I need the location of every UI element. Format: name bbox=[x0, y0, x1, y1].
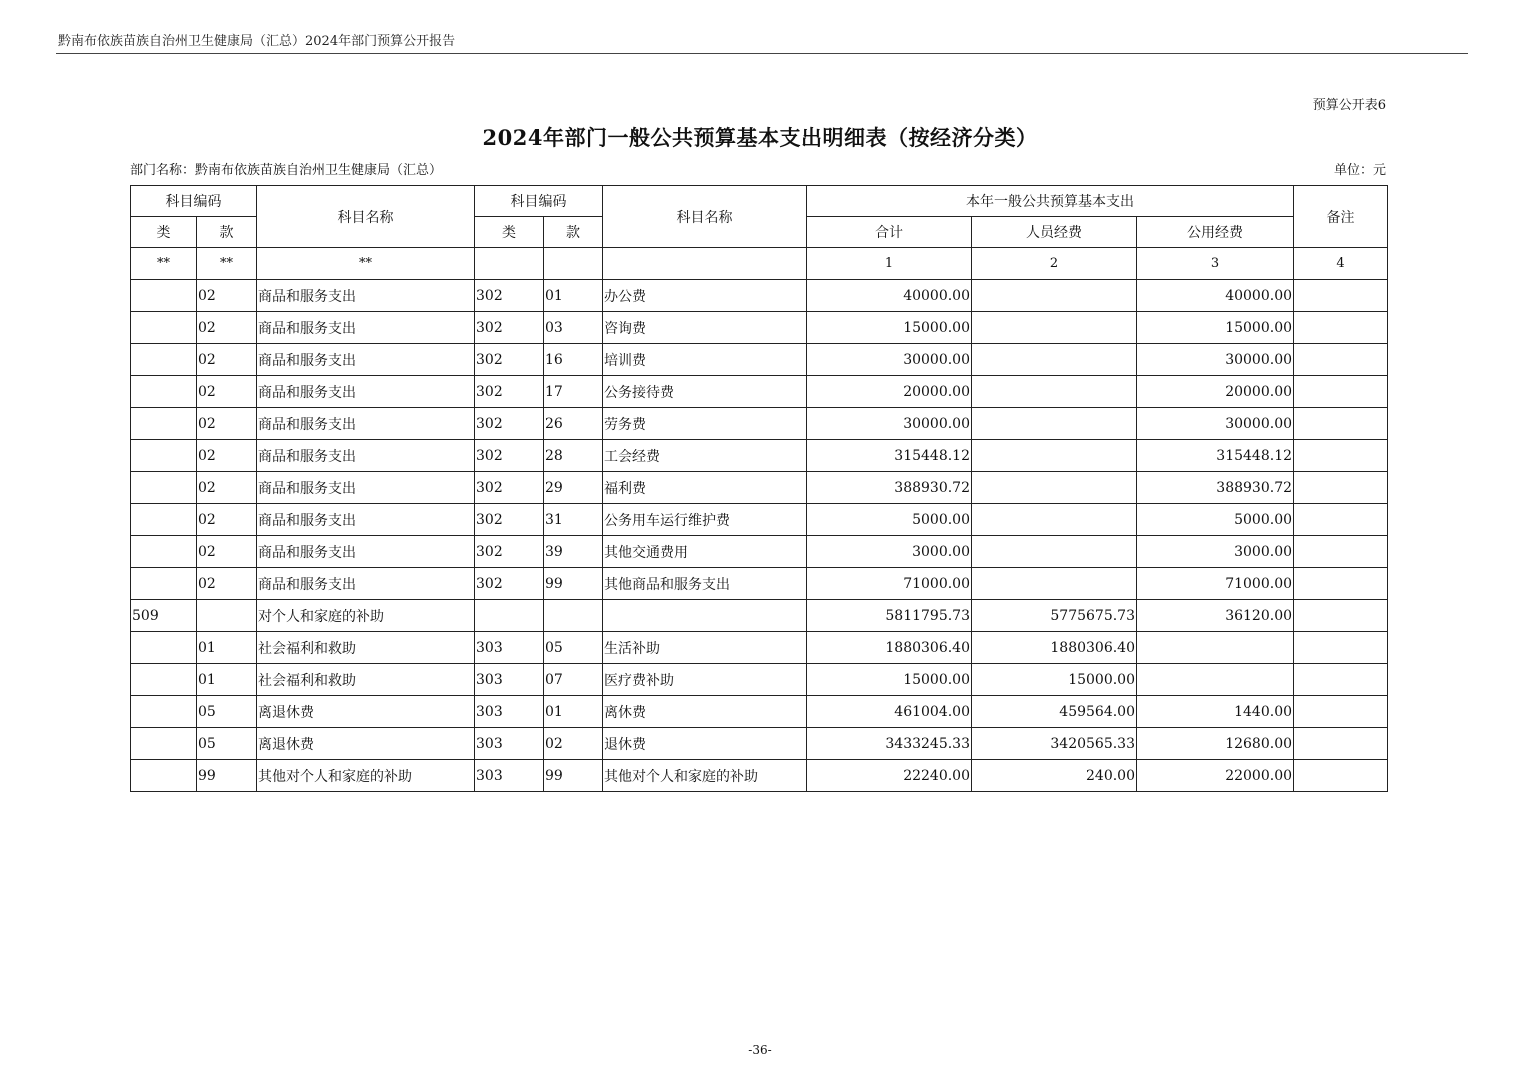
personnel-amount-cell bbox=[972, 568, 1137, 600]
index-cell: 2 bbox=[972, 248, 1137, 280]
category-code-class-cell bbox=[131, 440, 197, 472]
category-name-cell: 商品和服务支出 bbox=[257, 344, 475, 376]
total-amount-cell: 22240.00 bbox=[807, 760, 972, 792]
personnel-amount-cell: 459564.00 bbox=[972, 696, 1137, 728]
category-name-cell: 离退休费 bbox=[257, 696, 475, 728]
table-row bbox=[131, 440, 1388, 472]
header-subject-code-1: 科目编码 bbox=[131, 186, 257, 217]
category-code-item-cell: 02 bbox=[197, 376, 257, 408]
personnel-amount-cell: 3420565.33 bbox=[972, 728, 1137, 760]
personnel-amount-cell: 1880306.40 bbox=[972, 632, 1137, 664]
category-name-cell: 商品和服务支出 bbox=[257, 408, 475, 440]
economic-code-item-cell: 07 bbox=[544, 664, 603, 696]
economic-name-cell: 办公费 bbox=[603, 280, 807, 312]
economic-code-class-cell: 303 bbox=[475, 728, 544, 760]
personnel-amount-cell: 240.00 bbox=[972, 760, 1137, 792]
category-code-class-cell bbox=[131, 376, 197, 408]
remark-cell bbox=[1294, 696, 1388, 728]
category-code-class-cell bbox=[131, 568, 197, 600]
category-code-item-cell: 02 bbox=[197, 408, 257, 440]
category-code-class-cell bbox=[131, 632, 197, 664]
table-row bbox=[131, 376, 1388, 408]
personnel-amount-cell bbox=[972, 440, 1137, 472]
economic-name-cell: 公务用车运行维护费 bbox=[603, 504, 807, 536]
index-cell: 1 bbox=[807, 248, 972, 280]
economic-code-item-cell: 99 bbox=[544, 568, 603, 600]
category-code-class-cell bbox=[131, 760, 197, 792]
index-cell: 4 bbox=[1294, 248, 1388, 280]
category-code-item-cell: 02 bbox=[197, 344, 257, 376]
budget-table bbox=[130, 185, 1388, 792]
public-amount-cell: 22000.00 bbox=[1137, 760, 1294, 792]
remark-cell bbox=[1294, 568, 1388, 600]
category-code-class-cell bbox=[131, 728, 197, 760]
public-amount-cell: 315448.12 bbox=[1137, 440, 1294, 472]
personnel-amount-cell bbox=[972, 504, 1137, 536]
index-cell: 3 bbox=[1137, 248, 1294, 280]
remark-cell bbox=[1294, 472, 1388, 504]
public-amount-cell: 30000.00 bbox=[1137, 344, 1294, 376]
header-subject-name-1: 科目名称 bbox=[257, 186, 475, 248]
header-class-2: 类 bbox=[475, 217, 544, 248]
total-amount-cell: 5811795.73 bbox=[807, 600, 972, 632]
total-amount-cell: 388930.72 bbox=[807, 472, 972, 504]
category-name-cell: 商品和服务支出 bbox=[257, 472, 475, 504]
personnel-amount-cell bbox=[972, 536, 1137, 568]
total-amount-cell: 40000.00 bbox=[807, 280, 972, 312]
total-amount-cell: 20000.00 bbox=[807, 376, 972, 408]
table-row bbox=[131, 696, 1388, 728]
category-name-cell: 社会福利和救助 bbox=[257, 664, 475, 696]
economic-name-cell: 劳务费 bbox=[603, 408, 807, 440]
header-item-2: 款 bbox=[544, 217, 603, 248]
table-row bbox=[131, 280, 1388, 312]
table-row bbox=[131, 664, 1388, 696]
category-code-item-cell: 02 bbox=[197, 536, 257, 568]
economic-code-item-cell: 01 bbox=[544, 696, 603, 728]
unit-label: 单位：元 bbox=[1333, 163, 1386, 178]
header-current-year: 本年一般公共预算基本支出 bbox=[807, 186, 1294, 217]
public-amount-cell: 20000.00 bbox=[1137, 376, 1294, 408]
index-cell: ** bbox=[257, 248, 475, 280]
personnel-amount-cell bbox=[972, 312, 1137, 344]
table-row bbox=[131, 472, 1388, 504]
total-amount-cell: 3000.00 bbox=[807, 536, 972, 568]
public-amount-cell: 71000.00 bbox=[1137, 568, 1294, 600]
public-amount-cell: 5000.00 bbox=[1137, 504, 1294, 536]
economic-code-class-cell: 302 bbox=[475, 568, 544, 600]
category-code-class-cell bbox=[131, 472, 197, 504]
table-row bbox=[131, 760, 1388, 792]
total-amount-cell: 461004.00 bbox=[807, 696, 972, 728]
economic-name-cell: 培训费 bbox=[603, 344, 807, 376]
public-amount-cell: 40000.00 bbox=[1137, 280, 1294, 312]
category-code-class-cell bbox=[131, 536, 197, 568]
header-remark: 备注 bbox=[1294, 186, 1388, 248]
economic-name-cell bbox=[603, 600, 807, 632]
table-row bbox=[131, 344, 1388, 376]
economic-code-item-cell bbox=[544, 600, 603, 632]
public-amount-cell: 1440.00 bbox=[1137, 696, 1294, 728]
economic-code-item-cell: 02 bbox=[544, 728, 603, 760]
economic-code-class-cell: 303 bbox=[475, 664, 544, 696]
table-row bbox=[131, 600, 1388, 632]
public-amount-cell: 36120.00 bbox=[1137, 600, 1294, 632]
running-header: 黔南布依族苗族自治州卫生健康局（汇总）2024年部门预算公开报告 bbox=[58, 34, 456, 49]
personnel-amount-cell: 5775675.73 bbox=[972, 600, 1137, 632]
remark-cell bbox=[1294, 600, 1388, 632]
economic-name-cell: 医疗费补助 bbox=[603, 664, 807, 696]
economic-code-item-cell: 16 bbox=[544, 344, 603, 376]
remark-cell bbox=[1294, 504, 1388, 536]
remark-cell bbox=[1294, 280, 1388, 312]
total-amount-cell: 15000.00 bbox=[807, 664, 972, 696]
category-name-cell: 离退休费 bbox=[257, 728, 475, 760]
category-name-cell: 商品和服务支出 bbox=[257, 536, 475, 568]
economic-code-item-cell: 17 bbox=[544, 376, 603, 408]
personnel-amount-cell bbox=[972, 472, 1137, 504]
index-row bbox=[131, 248, 1388, 280]
remark-cell bbox=[1294, 312, 1388, 344]
economic-code-class-cell: 302 bbox=[475, 312, 544, 344]
economic-code-class-cell: 303 bbox=[475, 696, 544, 728]
table-row bbox=[131, 568, 1388, 600]
economic-code-class-cell bbox=[475, 600, 544, 632]
public-amount-cell: 12680.00 bbox=[1137, 728, 1294, 760]
category-name-cell: 商品和服务支出 bbox=[257, 312, 475, 344]
category-code-item-cell: 99 bbox=[197, 760, 257, 792]
category-code-class-cell bbox=[131, 280, 197, 312]
total-amount-cell: 71000.00 bbox=[807, 568, 972, 600]
category-code-class-cell bbox=[131, 312, 197, 344]
economic-code-item-cell: 29 bbox=[544, 472, 603, 504]
economic-code-class-cell: 302 bbox=[475, 376, 544, 408]
category-name-cell: 商品和服务支出 bbox=[257, 376, 475, 408]
category-name-cell: 商品和服务支出 bbox=[257, 280, 475, 312]
header-item-1: 款 bbox=[197, 217, 257, 248]
economic-code-item-cell: 05 bbox=[544, 632, 603, 664]
category-name-cell: 社会福利和救助 bbox=[257, 632, 475, 664]
category-code-class-cell bbox=[131, 696, 197, 728]
table-row bbox=[131, 312, 1388, 344]
economic-name-cell: 工会经费 bbox=[603, 440, 807, 472]
category-code-item-cell: 02 bbox=[197, 472, 257, 504]
category-name-cell: 商品和服务支出 bbox=[257, 440, 475, 472]
category-code-item-cell: 01 bbox=[197, 664, 257, 696]
economic-name-cell: 公务接待费 bbox=[603, 376, 807, 408]
table-row bbox=[131, 632, 1388, 664]
total-amount-cell: 315448.12 bbox=[807, 440, 972, 472]
header-total: 合计 bbox=[807, 217, 972, 248]
economic-code-item-cell: 28 bbox=[544, 440, 603, 472]
remark-cell bbox=[1294, 376, 1388, 408]
economic-code-item-cell: 01 bbox=[544, 280, 603, 312]
header-rule bbox=[56, 53, 1468, 54]
economic-name-cell: 其他交通费用 bbox=[603, 536, 807, 568]
page-title: 2024年部门一般公共预算基本支出明细表（按经济分类） bbox=[482, 125, 1038, 150]
page-number: -36- bbox=[748, 1043, 772, 1057]
category-code-item-cell: 02 bbox=[197, 504, 257, 536]
category-code-class-cell bbox=[131, 344, 197, 376]
total-amount-cell: 15000.00 bbox=[807, 312, 972, 344]
header-subject-name-2: 科目名称 bbox=[603, 186, 807, 248]
economic-code-item-cell: 31 bbox=[544, 504, 603, 536]
category-name-cell: 商品和服务支出 bbox=[257, 568, 475, 600]
header-subject-code-2: 科目编码 bbox=[475, 186, 603, 217]
category-code-item-cell: 02 bbox=[197, 312, 257, 344]
form-number: 预算公开表6 bbox=[1312, 98, 1386, 113]
category-code-item-cell: 01 bbox=[197, 632, 257, 664]
remark-cell bbox=[1294, 760, 1388, 792]
header-public: 公用经费 bbox=[1137, 217, 1294, 248]
category-code-item-cell bbox=[197, 600, 257, 632]
category-code-item-cell: 02 bbox=[197, 568, 257, 600]
category-code-class-cell: 509 bbox=[131, 600, 197, 632]
economic-code-class-cell: 302 bbox=[475, 344, 544, 376]
personnel-amount-cell: 15000.00 bbox=[972, 664, 1137, 696]
table-row bbox=[131, 408, 1388, 440]
remark-cell bbox=[1294, 344, 1388, 376]
economic-code-class-cell: 302 bbox=[475, 536, 544, 568]
economic-name-cell: 福利费 bbox=[603, 472, 807, 504]
economic-code-class-cell: 303 bbox=[475, 760, 544, 792]
public-amount-cell bbox=[1137, 632, 1294, 664]
economic-code-class-cell: 302 bbox=[475, 408, 544, 440]
remark-cell bbox=[1294, 632, 1388, 664]
economic-code-item-cell: 39 bbox=[544, 536, 603, 568]
total-amount-cell: 1880306.40 bbox=[807, 632, 972, 664]
category-code-item-cell: 05 bbox=[197, 696, 257, 728]
category-name-cell: 对个人和家庭的补助 bbox=[257, 600, 475, 632]
personnel-amount-cell bbox=[972, 344, 1137, 376]
public-amount-cell: 30000.00 bbox=[1137, 408, 1294, 440]
index-cell: ** bbox=[131, 248, 197, 280]
index-cell bbox=[544, 248, 603, 280]
public-amount-cell bbox=[1137, 664, 1294, 696]
economic-name-cell: 其他商品和服务支出 bbox=[603, 568, 807, 600]
category-name-cell: 商品和服务支出 bbox=[257, 504, 475, 536]
personnel-amount-cell bbox=[972, 408, 1137, 440]
department-name: 部门名称：黔南布依族苗族自治州卫生健康局（汇总） bbox=[130, 163, 443, 178]
category-code-class-cell bbox=[131, 664, 197, 696]
public-amount-cell: 388930.72 bbox=[1137, 472, 1294, 504]
economic-code-class-cell: 302 bbox=[475, 472, 544, 504]
table-row bbox=[131, 728, 1388, 760]
total-amount-cell: 30000.00 bbox=[807, 344, 972, 376]
index-cell bbox=[475, 248, 544, 280]
economic-code-item-cell: 99 bbox=[544, 760, 603, 792]
economic-code-class-cell: 302 bbox=[475, 504, 544, 536]
category-code-class-cell bbox=[131, 408, 197, 440]
economic-name-cell: 其他对个人和家庭的补助 bbox=[603, 760, 807, 792]
table-row bbox=[131, 504, 1388, 536]
remark-cell bbox=[1294, 664, 1388, 696]
economic-code-item-cell: 26 bbox=[544, 408, 603, 440]
economic-code-class-cell: 302 bbox=[475, 440, 544, 472]
remark-cell bbox=[1294, 536, 1388, 568]
economic-name-cell: 生活补助 bbox=[603, 632, 807, 664]
header-class-1: 类 bbox=[131, 217, 197, 248]
category-code-item-cell: 02 bbox=[197, 280, 257, 312]
economic-code-class-cell: 302 bbox=[475, 280, 544, 312]
public-amount-cell: 15000.00 bbox=[1137, 312, 1294, 344]
table-row bbox=[131, 536, 1388, 568]
economic-name-cell: 咨询费 bbox=[603, 312, 807, 344]
remark-cell bbox=[1294, 440, 1388, 472]
total-amount-cell: 30000.00 bbox=[807, 408, 972, 440]
remark-cell bbox=[1294, 728, 1388, 760]
category-code-item-cell: 05 bbox=[197, 728, 257, 760]
total-amount-cell: 5000.00 bbox=[807, 504, 972, 536]
economic-name-cell: 退休费 bbox=[603, 728, 807, 760]
personnel-amount-cell bbox=[972, 376, 1137, 408]
header-personnel: 人员经费 bbox=[972, 217, 1137, 248]
economic-code-item-cell: 03 bbox=[544, 312, 603, 344]
index-cell: ** bbox=[197, 248, 257, 280]
personnel-amount-cell bbox=[972, 280, 1137, 312]
category-code-class-cell bbox=[131, 504, 197, 536]
total-amount-cell: 3433245.33 bbox=[807, 728, 972, 760]
index-cell bbox=[603, 248, 807, 280]
economic-code-class-cell: 303 bbox=[475, 632, 544, 664]
public-amount-cell: 3000.00 bbox=[1137, 536, 1294, 568]
remark-cell bbox=[1294, 408, 1388, 440]
category-code-item-cell: 02 bbox=[197, 440, 257, 472]
category-name-cell: 其他对个人和家庭的补助 bbox=[257, 760, 475, 792]
economic-name-cell: 离休费 bbox=[603, 696, 807, 728]
